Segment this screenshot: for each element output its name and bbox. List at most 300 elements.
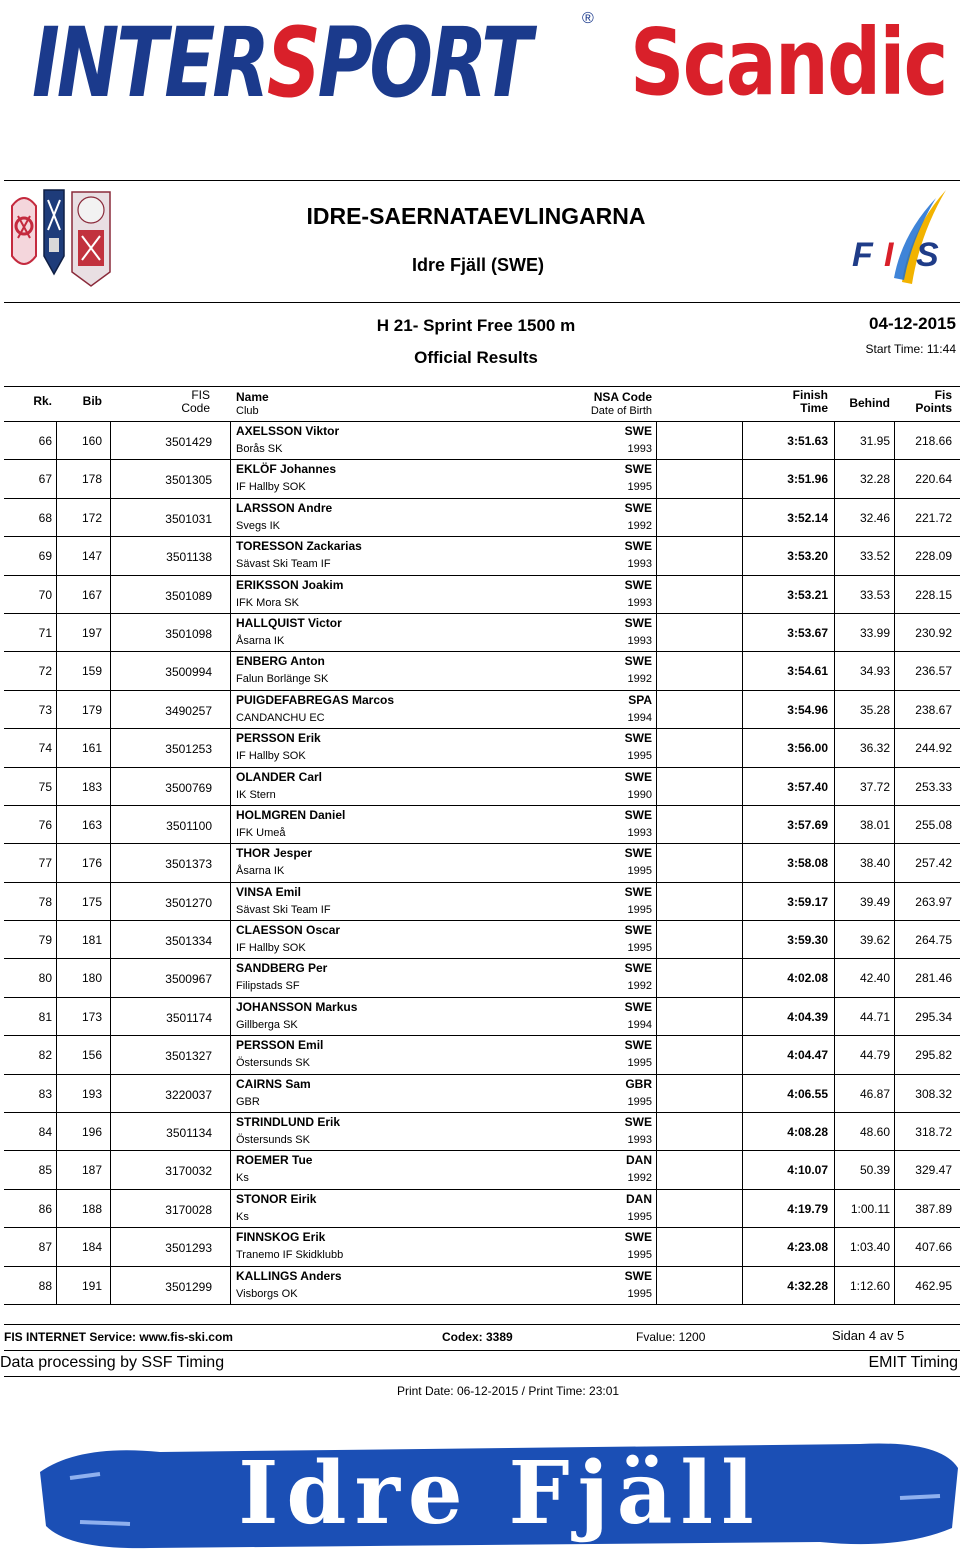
finish-time: 4:32.28 bbox=[787, 1278, 828, 1293]
year-of-birth: 1992 bbox=[627, 673, 652, 686]
table-row bbox=[4, 883, 960, 921]
table-row bbox=[4, 768, 960, 806]
finish-time: 3:52.14 bbox=[787, 510, 828, 525]
column-separator bbox=[742, 959, 743, 996]
column-separator bbox=[656, 1228, 657, 1265]
column-separator bbox=[742, 883, 743, 920]
fis-code-cell: 3501305 bbox=[165, 473, 212, 488]
column-separator bbox=[56, 1113, 57, 1150]
svg-text:F: F bbox=[852, 236, 873, 274]
year-of-birth: 1995 bbox=[627, 1095, 652, 1108]
column-separator bbox=[56, 1267, 57, 1304]
column-separator bbox=[656, 883, 657, 920]
time-behind: 38.01 bbox=[859, 817, 890, 832]
rank-cell: 67 bbox=[38, 472, 52, 487]
athlete-name: PUIGDEFABREGAS Marcos bbox=[236, 692, 395, 707]
column-separator bbox=[834, 576, 835, 613]
time-behind: 31.95 bbox=[859, 434, 890, 448]
column-separator bbox=[742, 1075, 743, 1112]
fis-points: 308.32 bbox=[915, 1086, 952, 1101]
column-separator bbox=[230, 959, 231, 996]
bib-cell: 175 bbox=[81, 894, 102, 909]
table-row bbox=[4, 729, 960, 767]
club-name: Ks bbox=[236, 1172, 249, 1185]
athlete-name: THOR Jesper bbox=[236, 846, 313, 861]
time-behind: 33.52 bbox=[859, 549, 890, 564]
column-separator bbox=[230, 883, 231, 920]
column-separator bbox=[110, 1151, 111, 1188]
column-separator bbox=[110, 1075, 111, 1112]
column-separator bbox=[230, 576, 231, 613]
idre-fjall-banner-text: Idre Fjäll bbox=[238, 1443, 762, 1544]
column-separator bbox=[656, 652, 657, 689]
bib-cell: 179 bbox=[81, 702, 102, 717]
club-name: IFK Mora SK bbox=[236, 596, 299, 609]
fis-service-link[interactable]: FIS INTERNET Service: www.fis-ski.com bbox=[4, 1330, 233, 1344]
divider bbox=[4, 180, 960, 181]
column-separator bbox=[894, 652, 895, 689]
bib-cell: 193 bbox=[81, 1086, 102, 1101]
athlete-name: SANDBERG Per bbox=[236, 961, 328, 976]
column-separator bbox=[110, 1267, 111, 1304]
athlete-name: EKLÖF Johannes bbox=[236, 462, 337, 477]
year-of-birth: 1993 bbox=[627, 1134, 652, 1147]
column-separator bbox=[56, 806, 57, 843]
race-name: H 21- Sprint Free 1500 m bbox=[376, 316, 576, 335]
column-separator bbox=[894, 806, 895, 843]
column-separator bbox=[110, 499, 111, 536]
fis-code-cell: 3501031 bbox=[165, 511, 212, 526]
club-name: Borås SK bbox=[236, 443, 283, 455]
column-separator bbox=[110, 768, 111, 805]
club-name: Åsarna IK bbox=[236, 634, 285, 647]
column-separator bbox=[56, 998, 57, 1035]
column-separator bbox=[230, 1190, 231, 1227]
bib-cell: 180 bbox=[81, 971, 102, 986]
year-of-birth: 1992 bbox=[627, 1172, 652, 1185]
club-name: IF Hallby SOK bbox=[236, 750, 306, 763]
nsa-code: DAN bbox=[626, 1153, 652, 1168]
column-separator bbox=[742, 1228, 743, 1265]
column-separator bbox=[110, 1228, 111, 1265]
column-separator bbox=[110, 1113, 111, 1150]
finish-time: 3:57.40 bbox=[787, 779, 828, 794]
fis-points: 387.89 bbox=[915, 1201, 952, 1216]
column-separator bbox=[656, 998, 657, 1035]
fis-code-cell: 3501089 bbox=[165, 588, 212, 603]
year-of-birth: 1995 bbox=[627, 750, 652, 763]
col-name-header: Name bbox=[236, 390, 269, 404]
finish-time: 3:53.67 bbox=[787, 625, 828, 640]
nsa-code: DAN bbox=[626, 1191, 652, 1206]
column-separator bbox=[834, 422, 835, 459]
year-of-birth: 1993 bbox=[627, 634, 652, 647]
column-separator bbox=[230, 844, 231, 881]
column-separator bbox=[742, 729, 743, 766]
table-row bbox=[4, 691, 960, 729]
column-separator bbox=[834, 1228, 835, 1265]
athlete-name: AXELSSON Viktor bbox=[236, 424, 340, 438]
column-separator bbox=[894, 576, 895, 613]
fis-code-cell: 3501327 bbox=[165, 1049, 212, 1064]
finish-time: 3:51.63 bbox=[787, 434, 828, 448]
column-separator bbox=[834, 537, 835, 574]
rank-cell: 79 bbox=[38, 933, 52, 948]
fis-points: 462.95 bbox=[915, 1278, 952, 1293]
column-separator bbox=[656, 614, 657, 651]
column-separator bbox=[110, 1190, 111, 1227]
nsa-code: SWE bbox=[624, 1115, 652, 1130]
column-separator bbox=[894, 691, 895, 728]
column-separator bbox=[656, 921, 657, 958]
nsa-code: SWE bbox=[624, 961, 652, 976]
registered-mark: ® bbox=[582, 10, 594, 27]
finish-time: 3:53.20 bbox=[787, 549, 828, 564]
year-of-birth: 1994 bbox=[627, 711, 652, 724]
column-separator bbox=[656, 422, 657, 459]
column-separator bbox=[742, 1151, 743, 1188]
year-of-birth: 1995 bbox=[627, 481, 652, 494]
finish-time: 3:59.30 bbox=[787, 933, 828, 948]
column-separator bbox=[894, 729, 895, 766]
column-separator bbox=[110, 959, 111, 996]
column-separator bbox=[834, 959, 835, 996]
fis-code-cell: 3501134 bbox=[166, 1126, 212, 1141]
column-separator bbox=[894, 921, 895, 958]
rank-cell: 75 bbox=[38, 779, 52, 794]
fis-points: 295.34 bbox=[915, 1009, 952, 1024]
finish-time: 4:06.55 bbox=[787, 1086, 828, 1101]
col-fis-code-header: FIS Code bbox=[181, 388, 210, 415]
fis-points: 281.46 bbox=[915, 971, 952, 986]
column-separator bbox=[56, 576, 57, 613]
finish-time: 4:02.08 bbox=[787, 971, 828, 986]
bib-cell: 156 bbox=[81, 1048, 102, 1063]
column-separator bbox=[656, 1075, 657, 1112]
col-behind-header: Behind bbox=[849, 396, 890, 410]
col-club-header: Club bbox=[236, 405, 259, 417]
rank-cell: 74 bbox=[38, 741, 52, 756]
column-separator bbox=[656, 729, 657, 766]
finish-time: 3:57.69 bbox=[787, 817, 828, 832]
athlete-name: ERIKSSON Joakim bbox=[236, 577, 344, 592]
bib-cell: 181 bbox=[81, 933, 102, 948]
table-row bbox=[4, 614, 960, 652]
bib-cell: 163 bbox=[81, 817, 102, 832]
rank-cell: 78 bbox=[38, 894, 52, 909]
table-row bbox=[4, 1151, 960, 1189]
time-behind: 39.62 bbox=[859, 933, 890, 948]
column-separator bbox=[834, 691, 835, 728]
year-of-birth: 1995 bbox=[627, 865, 652, 878]
column-separator bbox=[834, 844, 835, 881]
club-name: IF Hallby SOK bbox=[236, 481, 306, 494]
col-points-header: Fis Points bbox=[915, 388, 952, 415]
fis-code-cell: 3501373 bbox=[165, 857, 212, 872]
column-separator bbox=[656, 768, 657, 805]
column-separator bbox=[230, 652, 231, 689]
column-separator bbox=[894, 460, 895, 497]
club-name: Svegs IK bbox=[236, 519, 281, 532]
divider bbox=[4, 1350, 960, 1351]
bib-cell: 147 bbox=[81, 549, 102, 564]
rank-cell: 66 bbox=[38, 434, 52, 448]
col-yob-header: Date of Birth bbox=[590, 405, 652, 417]
fis-code-cell: 3490257 bbox=[165, 703, 212, 718]
column-separator bbox=[110, 998, 111, 1035]
fis-points: 263.97 bbox=[915, 894, 952, 909]
column-separator bbox=[230, 537, 231, 574]
column-separator bbox=[56, 1075, 57, 1112]
fis-points: 228.15 bbox=[915, 587, 952, 602]
nsa-code: SWE bbox=[624, 731, 652, 746]
rank-cell: 86 bbox=[38, 1201, 52, 1216]
rank-cell: 70 bbox=[38, 587, 52, 602]
fis-code-cell: 3501138 bbox=[166, 550, 212, 565]
table-header bbox=[4, 387, 960, 422]
col-finish-header: Finish Time bbox=[792, 388, 828, 415]
column-separator bbox=[834, 1075, 835, 1112]
athlete-name: FINNSKOG Erik bbox=[236, 1230, 326, 1245]
table-row bbox=[4, 1075, 960, 1113]
fis-code-cell: 3220037 bbox=[165, 1087, 212, 1102]
svg-text:I: I bbox=[884, 236, 894, 274]
column-separator bbox=[656, 1267, 657, 1304]
fis-code-cell: 3501270 bbox=[165, 895, 212, 910]
club-name: IFK Umeå bbox=[236, 826, 286, 839]
column-separator bbox=[56, 1036, 57, 1073]
column-separator bbox=[742, 691, 743, 728]
column-separator bbox=[56, 499, 57, 536]
column-separator bbox=[656, 1151, 657, 1188]
column-separator bbox=[230, 460, 231, 497]
athlete-name: LARSSON Andre bbox=[236, 500, 333, 515]
rank-cell: 84 bbox=[38, 1125, 52, 1140]
bib-cell: 191 bbox=[81, 1278, 102, 1293]
nsa-code: GBR bbox=[625, 1076, 652, 1091]
column-separator bbox=[110, 652, 111, 689]
athlete-name: VINSA Emil bbox=[236, 884, 301, 899]
nsa-code: SPA bbox=[628, 692, 652, 707]
divider bbox=[4, 302, 960, 303]
table-row bbox=[4, 998, 960, 1036]
column-separator bbox=[834, 1113, 835, 1150]
year-of-birth: 1995 bbox=[627, 942, 652, 955]
table-row bbox=[4, 652, 960, 690]
finish-time: 4:08.28 bbox=[787, 1125, 828, 1140]
rank-cell: 81 bbox=[38, 1009, 52, 1024]
column-separator bbox=[742, 614, 743, 651]
year-of-birth: 1993 bbox=[627, 826, 652, 839]
column-separator bbox=[656, 537, 657, 574]
column-separator bbox=[834, 998, 835, 1035]
data-processing: Data processing by SSF Timing bbox=[0, 1354, 225, 1371]
official-results-label: Official Results bbox=[414, 348, 538, 367]
codex: Codex: 3389 bbox=[442, 1330, 513, 1344]
club-name: Östersunds SK bbox=[236, 1057, 310, 1070]
time-behind: 44.71 bbox=[859, 1009, 890, 1024]
col-nsa-header: NSA Code bbox=[593, 390, 652, 404]
athlete-name: HALLQUIST Victor bbox=[236, 615, 342, 630]
finish-time: 4:19.79 bbox=[787, 1201, 828, 1216]
fis-code-cell: 3501100 bbox=[166, 818, 212, 833]
column-separator bbox=[230, 1228, 231, 1265]
column-separator bbox=[742, 1113, 743, 1150]
table-row bbox=[4, 537, 960, 575]
fis-points: 257.42 bbox=[915, 856, 952, 871]
year-of-birth: 1993 bbox=[627, 443, 652, 455]
year-of-birth: 1995 bbox=[627, 903, 652, 916]
fis-code-cell: 3501334 bbox=[165, 934, 212, 949]
column-separator bbox=[834, 729, 835, 766]
club-name: CANDANCHU EC bbox=[236, 711, 325, 724]
scandic-logo: Scandic bbox=[630, 9, 947, 116]
time-behind: 48.60 bbox=[859, 1125, 890, 1140]
column-separator bbox=[834, 806, 835, 843]
nsa-code: SWE bbox=[624, 999, 652, 1014]
column-separator bbox=[110, 576, 111, 613]
fis-points: 318.72 bbox=[915, 1125, 952, 1140]
fvalue: Fvalue: 1200 bbox=[636, 1330, 706, 1344]
bib-cell: 159 bbox=[81, 664, 102, 679]
column-separator bbox=[742, 806, 743, 843]
year-of-birth: 1993 bbox=[627, 558, 652, 571]
fis-code-cell: 3170028 bbox=[165, 1202, 212, 1217]
time-behind: 37.72 bbox=[859, 779, 890, 794]
bib-cell: 176 bbox=[81, 856, 102, 871]
column-separator bbox=[230, 729, 231, 766]
table-row bbox=[4, 422, 960, 460]
fis-code-cell: 3501098 bbox=[165, 626, 212, 641]
column-separator bbox=[894, 844, 895, 881]
column-separator bbox=[834, 499, 835, 536]
nsa-code: SWE bbox=[624, 769, 652, 784]
column-separator bbox=[656, 1036, 657, 1073]
column-separator bbox=[230, 768, 231, 805]
column-separator bbox=[894, 959, 895, 996]
fis-code-cell: 3501429 bbox=[165, 435, 212, 449]
club-name: Tranemo IF Skidklubb bbox=[236, 1249, 344, 1262]
table-row bbox=[4, 576, 960, 614]
column-separator bbox=[834, 768, 835, 805]
time-behind: 32.28 bbox=[859, 472, 890, 487]
column-separator bbox=[230, 806, 231, 843]
rank-cell: 82 bbox=[38, 1048, 52, 1063]
bib-cell: 197 bbox=[81, 625, 102, 640]
column-separator bbox=[110, 729, 111, 766]
fis-points: 255.08 bbox=[915, 817, 952, 832]
start-time: Start Time: 11:44 bbox=[865, 342, 956, 356]
fis-points: 230.92 bbox=[915, 625, 952, 640]
column-separator bbox=[894, 1075, 895, 1112]
nsa-code: SWE bbox=[624, 1230, 652, 1245]
column-separator bbox=[894, 537, 895, 574]
nsa-code: SWE bbox=[624, 846, 652, 861]
table-row bbox=[4, 844, 960, 882]
column-separator bbox=[742, 460, 743, 497]
column-separator bbox=[834, 652, 835, 689]
time-behind: 32.46 bbox=[859, 510, 890, 525]
rank-cell: 88 bbox=[38, 1278, 52, 1293]
fis-points: 238.67 bbox=[915, 702, 952, 717]
column-separator bbox=[742, 1267, 743, 1304]
club-name: Sävast Ski Team IF bbox=[236, 903, 331, 916]
column-separator bbox=[834, 1151, 835, 1188]
column-separator bbox=[742, 576, 743, 613]
col-bib-header: Bib bbox=[82, 394, 102, 408]
column-separator bbox=[894, 1113, 895, 1150]
table-row bbox=[4, 806, 960, 844]
column-separator bbox=[110, 844, 111, 881]
column-separator bbox=[56, 921, 57, 958]
bib-cell: 161 bbox=[81, 741, 102, 756]
page-number: Sidan 4 av 5 bbox=[832, 1328, 905, 1343]
fis-points: 220.64 bbox=[915, 472, 952, 487]
column-separator bbox=[742, 652, 743, 689]
table-row bbox=[4, 1190, 960, 1228]
year-of-birth: 1992 bbox=[627, 519, 652, 532]
column-separator bbox=[56, 652, 57, 689]
column-separator bbox=[742, 537, 743, 574]
bib-cell: 188 bbox=[81, 1201, 102, 1216]
rank-cell: 69 bbox=[38, 549, 52, 564]
column-separator bbox=[656, 1190, 657, 1227]
divider bbox=[4, 1324, 960, 1325]
column-separator bbox=[656, 460, 657, 497]
rank-cell: 73 bbox=[38, 702, 52, 717]
time-behind: 36.32 bbox=[859, 741, 890, 756]
column-separator bbox=[894, 422, 895, 459]
bib-cell: 160 bbox=[81, 434, 102, 448]
column-separator bbox=[742, 844, 743, 881]
time-behind: 1:03.40 bbox=[849, 1240, 890, 1255]
column-separator bbox=[230, 921, 231, 958]
fis-points: 228.09 bbox=[915, 549, 952, 564]
column-separator bbox=[656, 1113, 657, 1150]
time-behind: 34.93 bbox=[859, 664, 890, 679]
column-separator bbox=[230, 499, 231, 536]
column-separator bbox=[110, 883, 111, 920]
finish-time: 4:04.39 bbox=[787, 1009, 828, 1024]
fis-code-cell: 3501253 bbox=[165, 742, 212, 757]
fis-points: 253.33 bbox=[915, 779, 952, 794]
column-separator bbox=[742, 1190, 743, 1227]
nsa-code: SWE bbox=[624, 1268, 652, 1283]
column-separator bbox=[894, 1190, 895, 1227]
column-separator bbox=[110, 691, 111, 728]
nsa-code: SWE bbox=[624, 500, 652, 515]
fis-points: 264.75 bbox=[915, 933, 952, 948]
column-separator bbox=[656, 576, 657, 613]
nsa-code: SWE bbox=[624, 577, 652, 592]
table-row bbox=[4, 959, 960, 997]
club-name: IF Hallby SOK bbox=[236, 942, 306, 955]
column-separator bbox=[656, 959, 657, 996]
nsa-code: SWE bbox=[624, 539, 652, 554]
time-behind: 35.28 bbox=[859, 702, 890, 717]
table-row bbox=[4, 921, 960, 959]
year-of-birth: 1992 bbox=[627, 980, 652, 993]
fis-points: 236.57 bbox=[915, 664, 952, 679]
column-separator bbox=[110, 460, 111, 497]
column-separator bbox=[230, 422, 231, 459]
table-row bbox=[4, 1036, 960, 1074]
column-separator bbox=[742, 1036, 743, 1073]
fis-points: 244.92 bbox=[915, 741, 952, 756]
finish-time: 3:59.17 bbox=[787, 894, 828, 909]
finish-time: 3:54.61 bbox=[787, 664, 828, 679]
time-behind: 33.53 bbox=[859, 587, 890, 602]
